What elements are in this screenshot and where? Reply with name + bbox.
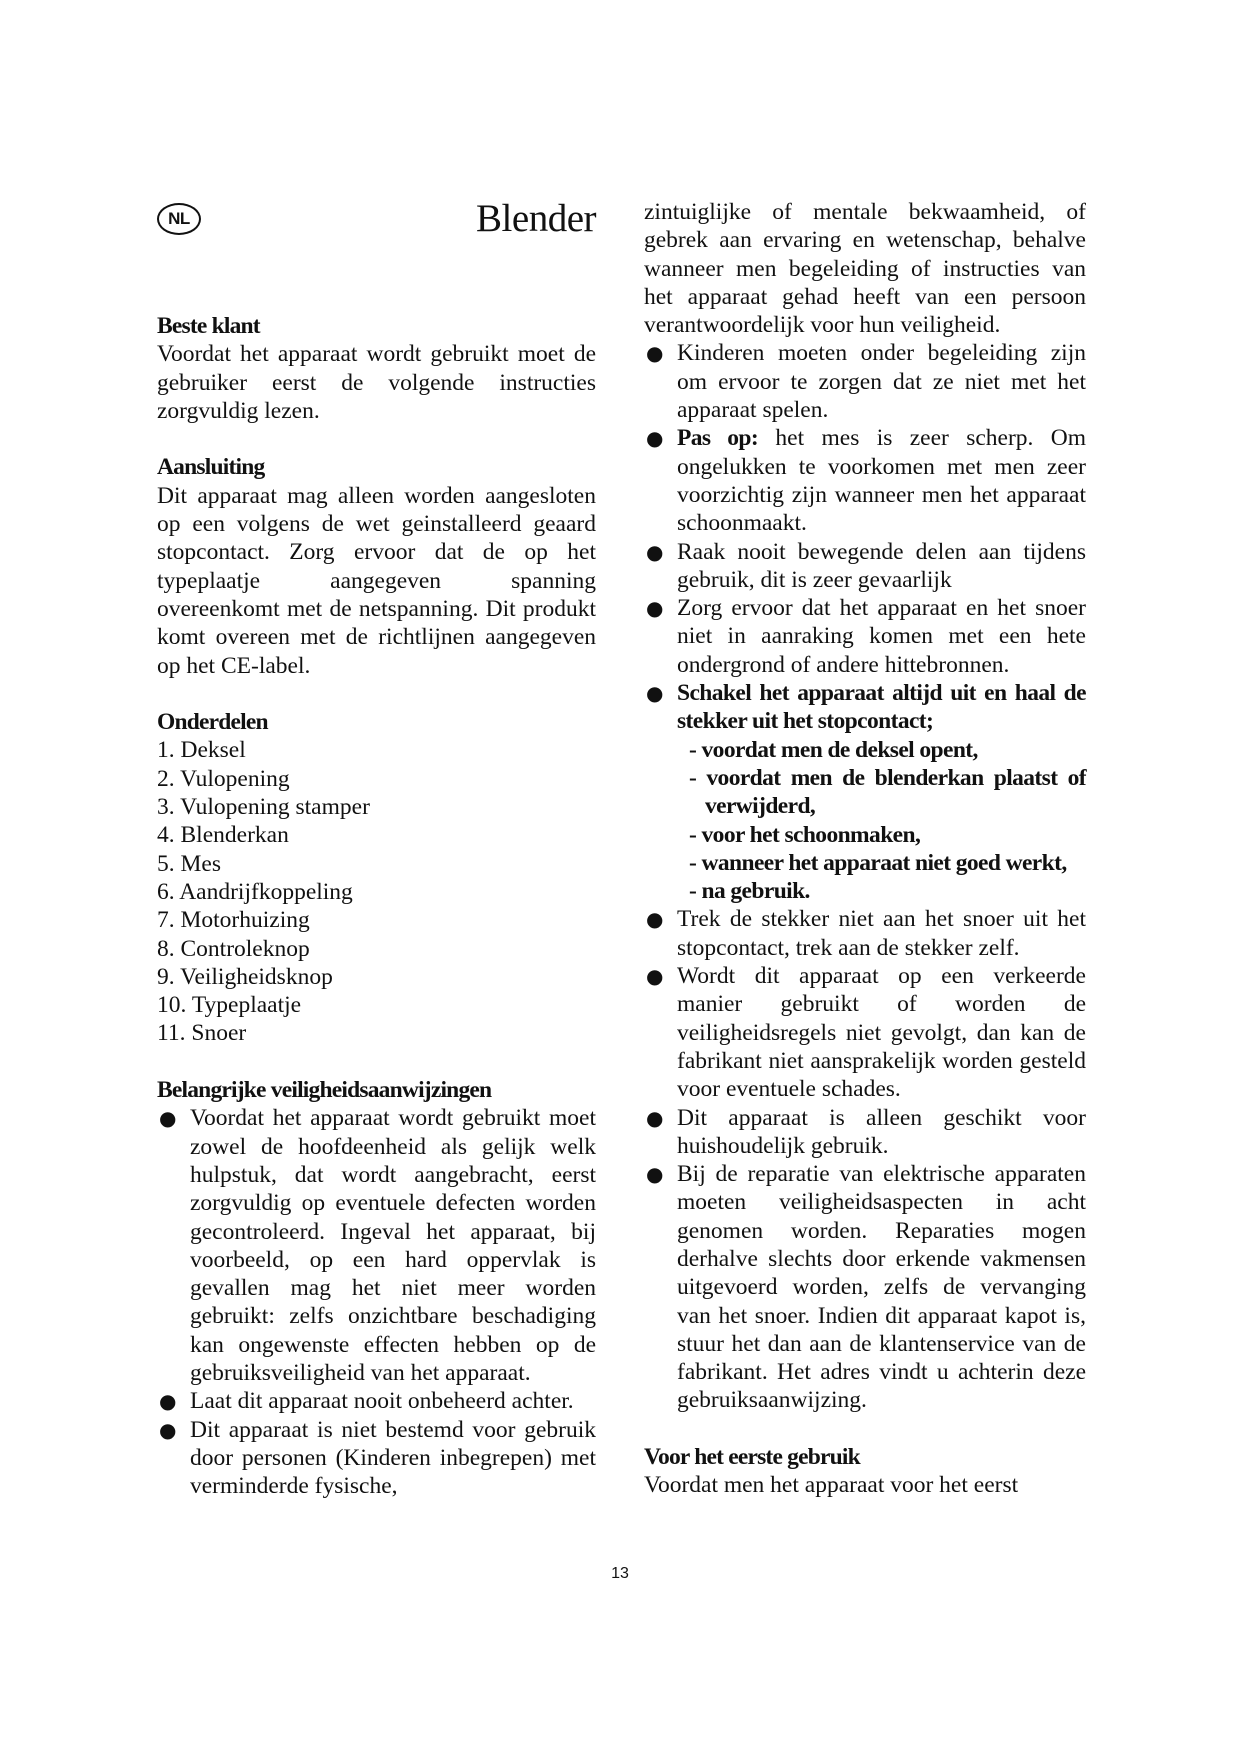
bullet-item: ● Dit apparaat is alleen geschikt voor huishoudelijk gebruik. xyxy=(644,1104,1086,1161)
first-use-text: Voordat men het apparaat voor het eerst xyxy=(644,1472,1019,1499)
bullet-item: ● Bij de reparatie van elektrische apparaten moeten veiligheidsaspecten in acht genomen worden. Reparaties mogen derhalve slechts door erkende vakmensen uitgevoerd worden, zelfs de vervanging van het snoer. Indien dit apparaat kapot is, stuur het dan aan de klantenservice van de fabrikant. Het adres vindt u achterin deze gebruiksaanwijzing. xyxy=(644,1160,1086,1415)
list-item: 6. Aandrijfkoppeling xyxy=(157,878,353,905)
left-column xyxy=(157,312,596,1500)
list-item: 7. Motorhuizing xyxy=(157,907,310,934)
page-title: Blender xyxy=(476,197,596,240)
parts-list xyxy=(157,736,596,1047)
dash-item: - na gebruik. xyxy=(689,877,1086,905)
dash-item: - voordat men de blenderkan plaatst of verwijderd, xyxy=(689,764,1086,821)
bullet-item: ● Kinderen moeten onder begeleiding zijn om ervoor te zorgen dat ze niet met het apparaat spelen. xyxy=(644,339,1086,424)
list-item: 1. Deksel xyxy=(157,737,246,764)
language-badge: NL xyxy=(157,203,201,235)
list-item: 3. Vulopening stamper xyxy=(157,794,370,821)
list-item: 10. Typeplaatje xyxy=(157,992,302,1019)
bullet-item: ● Wordt dit apparaat op een verkeerde manier gebruikt of worden de veiligheidsregels niet gevolgt, dan kan de fabrikant niet aansprakelijk worden gesteld voor eventuele schades. xyxy=(644,962,1086,1103)
intro-text: Voordat het apparaat wordt gebruikt moet de gebruiker eerst de volgende instructies zorgvuldig lezen. xyxy=(157,341,596,424)
dash-item: - voordat men de deksel opent, xyxy=(689,736,1086,764)
caution-text: het mes is zeer scherp. Om ongelukken te voorkomen met men zeer voorzichtig zijn wanneer men het apparaat schoonmaakt. xyxy=(677,425,1087,537)
connection-text: Dit apparaat mag alleen worden aangesloten op een volgens de wet geinstalleerd geaard stopcontact. Zorg ervoor dat de op het typeplaatje aangegeven spanning overeenkomt met de netspanning. Dit produkt komt overeen met de richtlijnen aangegeven op het CE-label. xyxy=(157,482,596,679)
dash-item: - wanneer het apparaat niet goed werkt, xyxy=(689,849,1086,877)
list-item: 8. Controleknop xyxy=(157,935,310,962)
bullet-item: ● Voordat het apparaat wordt gebruikt moet zowel de hoofdeenheid als gelijk welk hulpstuk, dat wordt aangebracht, eerst zorgvuldig op eventuele defecten worden gecontroleerd. Ingeval het apparaat, bij voorbeeld, op een hard oppervlak is gevallen mag het niet meer worden gebruikt: zelfs onzichtbare beschadiging kan ongewenste effecten hebben op de gebruiksveiligheid van het apparaat. xyxy=(157,1104,596,1387)
bullet-item: ● Dit apparaat is niet bestemd voor gebruik door personen (Kinderen inbegrepen) met verminderde fysische, xyxy=(157,1416,596,1501)
list-item: 9. Veiligheidsknop xyxy=(157,963,333,990)
continuation-text: zintuiglijke of mentale bekwaamheid, of gebrek aan ervaring en wetenschap, behalve wanneer men begeleiding of instructies van het apparaat gehad heeft van een persoon verantwoordelijk voor hun veiligheid. xyxy=(644,199,1086,339)
bullet-item: ● Trek de stekker niet aan het snoer uit het stopcontact, trek aan de stekker zelf. xyxy=(644,905,1086,962)
list-item: 4. Blenderkan xyxy=(157,822,289,849)
caution-item xyxy=(644,424,1086,537)
safety-list xyxy=(157,1104,596,1500)
first-use-heading: Voor het eerste gebruik xyxy=(644,1444,860,1471)
bullet-item: ● Zorg ervoor dat het apparaat en het snoer niet in aanraking komen met een hete ondergrond of andere hittebronnen. xyxy=(644,594,1086,679)
caution-label: Pas op: xyxy=(677,425,759,452)
right-column xyxy=(644,198,1086,1500)
bullet-item: ● Laat dit apparaat nooit onbeheerd achter. xyxy=(157,1387,596,1415)
unplug-sublist xyxy=(677,736,1086,906)
connection-heading: Aansluiting xyxy=(157,454,265,481)
parts-heading: Onderdelen xyxy=(157,709,268,736)
list-item: 2. Vulopening xyxy=(157,765,290,792)
page-number: 13 xyxy=(611,1565,629,1582)
safety-list-continued xyxy=(644,339,1086,1414)
unplug-item xyxy=(644,679,1086,905)
dash-item: - voor het schoonmaken, xyxy=(689,821,1086,849)
list-item: 5. Mes xyxy=(157,850,221,877)
list-item: 11. Snoer xyxy=(157,1020,247,1047)
safety-heading: Belangrijke veiligheidsaanwijzingen xyxy=(157,1077,492,1104)
intro-heading: Beste klant xyxy=(157,313,260,339)
bullet-item: ● Raak nooit bewegende delen aan tijdens gebruik, dit is zeer gevaarlijk xyxy=(644,538,1086,595)
unplug-text: Schakel het apparaat altijd uit en haal de stekker uit het stopcontact; xyxy=(677,680,1086,735)
